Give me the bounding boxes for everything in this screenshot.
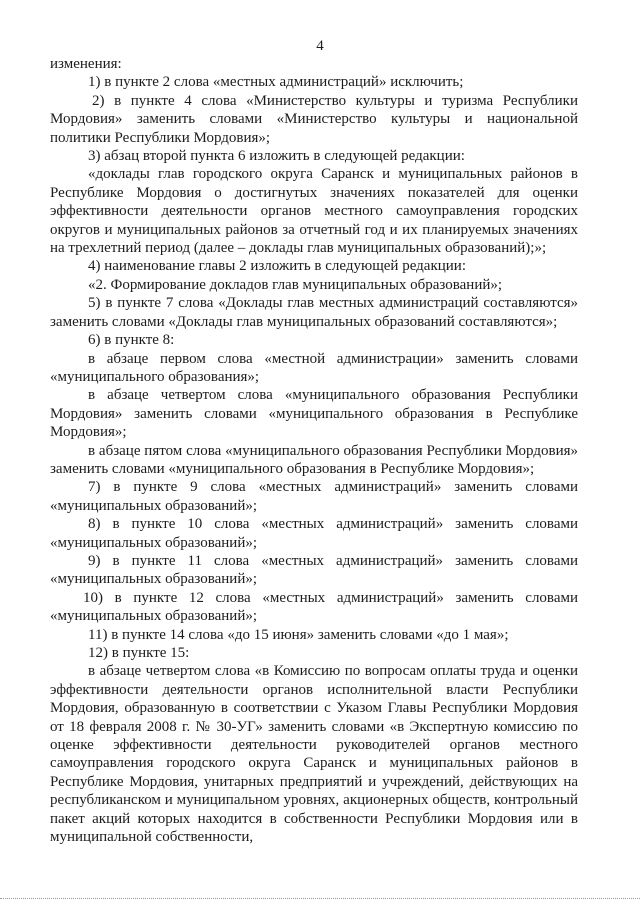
paragraph-item-9: 9) в пункте 11 слова «местных администраций» заменить словами «муниципальных образований»; xyxy=(50,552,578,588)
page-number: 4 xyxy=(316,38,324,54)
paragraph-quote-reports: «доклады глав городского округа Саранск и муниципальных районов в Республике Мордовия о достигнутых значениях показателей для оценки эффективности деятельности органов местного самоуправления городских округов и муниципальных районов за отчетный год и их планируемых значениях на трехлетний период (далее – доклады глав муниципальных образований);»; xyxy=(50,166,578,257)
paragraph-item-6: 6) в пункте 8: xyxy=(88,332,175,349)
paragraph-item-1: 1) в пункте 2 слова «местных администраций» исключить; xyxy=(88,74,464,91)
paragraph-item-5: 5) в пункте 7 слова «Доклады глав местных администраций составляются» заменить словами «Доклады глав муниципальных образований составляются»; xyxy=(50,295,578,330)
paragraph-item-12: 12) в пункте 15: xyxy=(88,645,190,661)
document-body xyxy=(50,55,578,846)
paragraph-chapter-title: «2. Формирование докладов глав муниципальных образований»; xyxy=(88,276,503,293)
paragraph-item-6-fifth: в абзаце пятом слова «муниципального образования Республики Мордовия» заменить словами «муниципального образования в Республике Мордовия»; xyxy=(50,442,578,477)
page-bottom-divider xyxy=(0,898,640,899)
paragraph-item-6-fourth: в абзаце четвертом слова «муниципального образования Республики Мордовия» заменить словами «муниципального образования в Республике Мордовия»; xyxy=(50,387,578,441)
paragraph-item-4: 4) наименование главы 2 изложить в следующей редакции: xyxy=(88,258,466,275)
paragraph-item-8: 8) в пункте 10 слова «местных администраций» заменить словами «муниципальных образований»; xyxy=(50,516,578,551)
paragraph-item-10: 10) в пункте 12 слова «местных администраций» заменить словами «муниципальных образований»; xyxy=(50,589,578,625)
paragraph-item-6-first: в абзаце первом слова «местной администрации» заменить словами «муниципального образования»; xyxy=(50,350,578,385)
paragraph-item-3: 3) абзац второй пункта 6 изложить в следующей редакции: xyxy=(88,148,465,165)
paragraph-item-12-fourth: в абзаце четвертом слова «в Комиссию по вопросам оплаты труда и оценки эффективности деятельности органов исполнительной власти Республики Мордовия, образованную в соответствии с Указом Главы Республики Мордовия от 18 февраля 2008 г. № 30-УГ» заменить словами «в Экспертную комиссию по оценке эффективности деятельности руководителей органов местного самоуправления городского округа Саранск и муниципальных районов в Республике Мордовия, унитарных предприятий и учреждений, действующих на республиканском и муниципальном уровнях, акционерных обществ, контрольный пакет акций которых находится в собственности Республики Мордовия или в муниципальной собственности, xyxy=(50,663,578,846)
paragraph-item-11: 11) в пункте 14 слова «до 15 июня» заменить словами «до 1 мая»; xyxy=(88,626,509,643)
paragraph-intro: изменения: xyxy=(50,56,122,72)
paragraph-item-2: 2) в пункте 4 слова «Министерство культуры и туризма Республики Мордовия» заменить словами «Министерство культуры и национальной политики Республики Мордовия»; xyxy=(50,92,578,146)
paragraph-item-7: 7) в пункте 9 слова «местных администраций» заменить словами «муниципальных образований»; xyxy=(50,479,578,514)
